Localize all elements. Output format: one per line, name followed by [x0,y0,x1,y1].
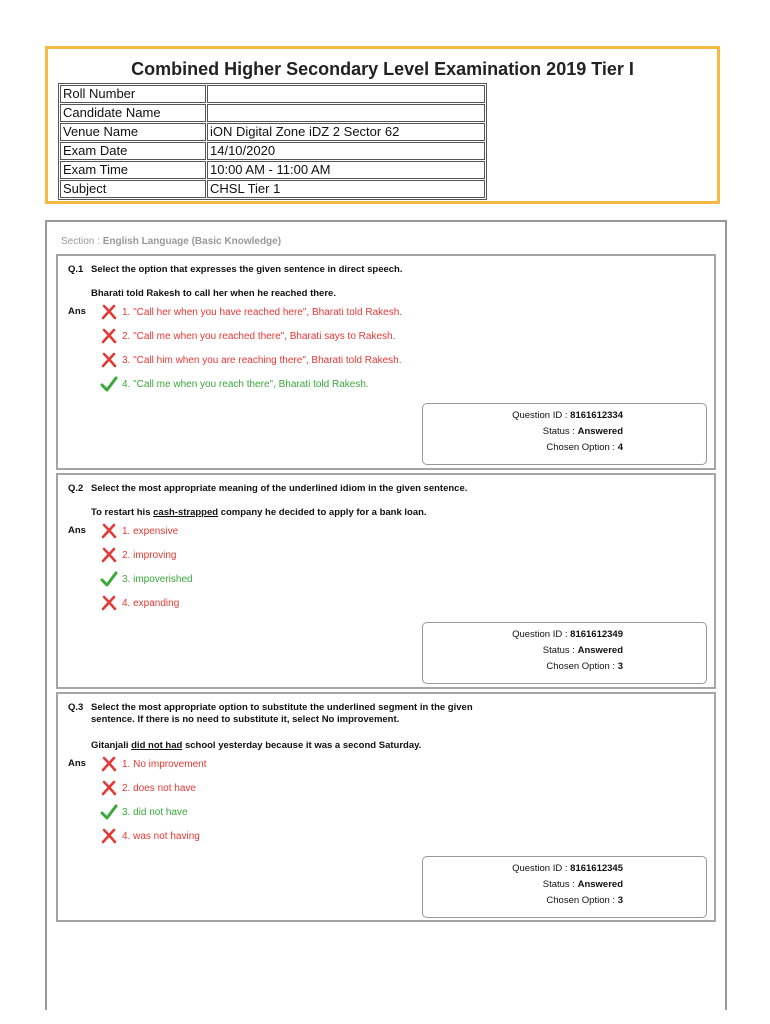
question-meta [422,622,707,684]
option-text: 4. "Call me when you reach there", Bharati told Rakesh. [122,378,369,390]
info-row-exam-date [60,142,485,160]
status-line [423,879,623,890]
meta-label: Chosen Option : [546,661,618,672]
question-card-2 [56,473,716,689]
check-icon [100,803,118,821]
sentence-text: Gitanjali [91,740,132,751]
question-sentence [91,740,421,751]
question-id: 8161612345 [570,863,623,874]
exam-header [45,46,720,204]
question-id: 8161612349 [570,629,623,640]
info-label: Venue Name [60,123,206,141]
option-1 [100,303,402,321]
chosen-option: 3 [617,661,623,672]
sentence-text: To restart his [91,507,154,518]
ans-label: Ans [68,758,86,769]
status-value: Answered [577,645,623,656]
meta-label: Chosen Option : [546,895,618,906]
meta-label: Question ID : [512,410,571,421]
question-number: Q.2 [68,483,84,494]
status-line [423,426,623,437]
option-3 [100,351,401,369]
info-label: Candidate Name [60,104,206,122]
option-1 [100,522,178,540]
option-2 [100,327,395,345]
section-name: English Language (Basic Knowledge) [102,236,282,247]
question-number: Q.1 [68,264,84,275]
option-text: 2. "Call me when you reached there", Bharati says to Rakesh. [122,330,396,342]
check-icon [100,570,118,588]
info-label: Exam Time [60,161,206,179]
chosen-option-line [423,661,623,672]
sentence-text: school yesterday because it was a second Saturday. [182,740,422,751]
info-label: Subject [60,180,206,198]
section-title [61,236,281,247]
status-line [423,645,623,656]
ans-label: Ans [68,306,86,317]
question-text: Select the option that expresses the given sentence in direct speech. [91,264,403,275]
cross-icon [100,327,118,345]
question-sentence [91,288,336,299]
info-value: CHSL Tier 1 [207,180,485,198]
cross-icon [100,546,118,564]
question-meta [422,403,707,465]
option-2 [100,546,176,564]
cross-icon [100,779,118,797]
option-text: 2. does not have [122,782,196,794]
option-text: 3. impoverished [122,573,193,585]
cross-icon [100,827,118,845]
info-row-candidate-name [60,104,485,122]
chosen-option: 3 [617,895,623,906]
option-text: 1. No improvement [122,758,207,770]
response-sheet [45,220,727,1010]
info-row-subject [60,180,485,198]
option-4 [100,827,200,845]
question-id: 8161612334 [570,410,623,421]
sentence-text: Bharati told Rakesh to call her when he reached there. [91,288,336,299]
option-text: 2. improving [122,549,177,561]
option-text: 3. did not have [122,806,188,818]
chosen-option-line [423,895,623,906]
info-value: 14/10/2020 [207,142,485,160]
meta-label: Chosen Option : [546,442,618,453]
cross-icon [100,351,118,369]
option-text: 1. "Call her when you have reached here", Bharati told Rakesh. [122,306,403,318]
status-value: Answered [577,426,623,437]
option-text: 3. "Call him when you are reaching there", Bharati told Rakesh. [122,354,402,366]
candidate-info-table [58,83,487,200]
option-text: 1. expensive [122,525,179,537]
option-4 [100,375,369,393]
info-row-roll-number [60,85,485,103]
cross-icon [100,755,118,773]
sentence-text: company he decided to apply for a bank loan. [218,507,427,518]
question-meta [422,856,707,918]
meta-label: Question ID : [512,863,571,874]
option-3 [100,803,188,821]
meta-label: Question ID : [512,629,571,640]
meta-label: Status : [542,426,578,437]
cross-icon [100,522,118,540]
info-row-venue-name [60,123,485,141]
cross-icon [100,303,118,321]
info-value: iON Digital Zone iDZ 2 Sector 62 [207,123,485,141]
check-icon [100,375,118,393]
question-number: Q.3 [68,702,84,713]
meta-label: Status : [542,645,578,656]
option-text: 4. expanding [122,597,180,609]
exam-title: Combined Higher Secondary Level Examination 2019 Tier I [131,59,634,79]
info-label: Exam Date [60,142,206,160]
info-row-exam-time [60,161,485,179]
option-1 [100,755,206,773]
question-card-1 [56,254,716,470]
info-value [207,85,485,103]
option-4 [100,594,179,612]
info-value: 10:00 AM - 11:00 AM [207,161,485,179]
ans-label: Ans [68,525,86,536]
section-prefix: Section : [61,236,103,247]
question-id-line [423,629,623,640]
question-id-line [423,410,623,421]
question-sentence [91,507,427,518]
option-2 [100,779,196,797]
option-3 [100,570,193,588]
option-text: 4. was not having [122,830,200,842]
cross-icon [100,594,118,612]
question-text: Select the most appropriate option to substitute the underlined segment in the given sentence. If there is no need to substitute it, select No improvement. [91,702,473,725]
sentence-underlined: cash-strapped [153,507,219,518]
sentence-underlined: did not had [131,740,183,751]
chosen-option: 4 [617,442,623,453]
question-card-3 [56,692,716,922]
status-value: Answered [577,879,623,890]
chosen-option-line [423,442,623,453]
meta-label: Status : [542,879,578,890]
question-text: Select the most appropriate meaning of the underlined idiom in the given sentence. [91,483,468,494]
info-value [207,104,485,122]
question-id-line [423,863,623,874]
info-label: Roll Number [60,85,206,103]
